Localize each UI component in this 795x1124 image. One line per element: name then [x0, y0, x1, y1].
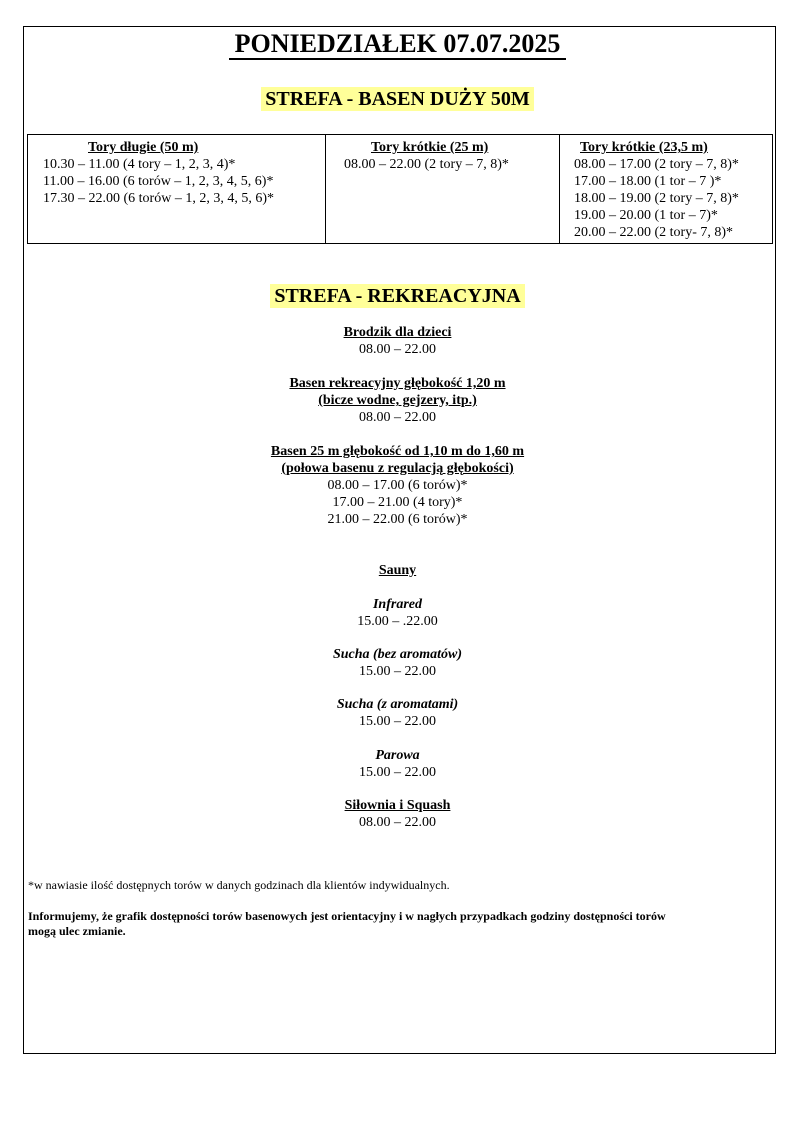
info-notice [28, 909, 666, 939]
column-header: Tory krótkie (25 m) [371, 140, 489, 155]
sauna-steam [0, 747, 795, 781]
lanes-column-long [28, 135, 326, 244]
kids-pool-section [0, 324, 795, 358]
saunas-heading: Sauny [378, 563, 417, 578]
sauna-name: Sucha (z aromatami) [336, 697, 459, 712]
kids-pool-hours: 08.00 – 22.00 [359, 342, 436, 357]
lane-row: 17.00 – 18.00 (1 tor – 7 )* [574, 174, 722, 189]
lane-row: 18.00 – 19.00 (2 tory – 7, 8)* [574, 191, 739, 206]
page-title: PONIEDZIAŁEK 07.07.2025 [229, 30, 567, 60]
column-header: Tory krótkie (23,5 m) [580, 140, 708, 155]
lane-row: 19.00 – 20.00 (1 tor – 7)* [574, 208, 718, 223]
lane-row: 20.00 – 22.00 (2 tory- 7, 8)* [574, 225, 734, 240]
sauna-name: Parowa [375, 748, 420, 763]
column-header: Tory długie (50 m) [88, 140, 199, 155]
rec-pool-sub: (bicze wodne, gejzery, itp.) [318, 393, 477, 408]
pool25-row: 17.00 – 21.00 (4 tory)* [332, 495, 463, 510]
pool25-row: 08.00 – 17.00 (6 torów)* [327, 478, 468, 493]
sauna-infrared [0, 596, 795, 630]
sauna-hours: 15.00 – .22.00 [357, 614, 438, 629]
lane-row: 08.00 – 22.00 (2 tory – 7, 8)* [344, 157, 509, 172]
lane-row: 11.00 – 16.00 (6 torów – 1, 2, 3, 4, 5, 6)* [43, 174, 274, 189]
sauna-hours: 15.00 – 22.00 [359, 714, 436, 729]
gym-hours: 08.00 – 22.00 [359, 815, 436, 830]
lanes-column-short-23-5 [560, 135, 773, 244]
page-title-wrap [0, 30, 795, 60]
info-line: mogą ulec zmianie. [28, 924, 126, 938]
zone-recreation-label: STREFA - REKREACYJNA [270, 284, 524, 308]
rec-pool-name: Basen rekreacyjny głębokość 1,20 m [289, 376, 506, 391]
lane-row: 17.30 – 22.00 (6 torów – 1, 2, 3, 4, 5, 6)* [43, 191, 274, 206]
sauna-name: Sucha (bez aromatów) [332, 647, 463, 662]
sauna-name: Infrared [372, 597, 422, 612]
footnote: *w nawiasie ilość dostępnych torów w danych godzinach dla klientów indywidualnych. [28, 878, 450, 892]
sauna-dry-no-aroma [0, 646, 795, 680]
lane-row: 10.30 – 11.00 (4 tory – 1, 2, 3, 4)* [43, 157, 236, 172]
lanes-table [27, 134, 773, 244]
zone-big-pool-heading [0, 88, 795, 111]
sauna-hours: 15.00 – 22.00 [359, 765, 436, 780]
lane-row: 08.00 – 17.00 (2 tory – 7, 8)* [574, 157, 739, 172]
kids-pool-name: Brodzik dla dzieci [343, 325, 452, 340]
pool25-name: Basen 25 m głębokość od 1,10 m do 1,60 m [270, 444, 525, 459]
sauna-dry-aroma [0, 696, 795, 730]
pool25-sub: (połowa basenu z regulacją głębokości) [281, 461, 514, 476]
pool25-row: 21.00 – 22.00 (6 torów)* [327, 512, 468, 527]
rec-pool-hours: 08.00 – 22.00 [359, 410, 436, 425]
gym-section [0, 797, 795, 831]
saunas-heading-wrap [0, 562, 795, 579]
rec-pool-section [0, 375, 795, 426]
lanes-column-short-25 [326, 135, 560, 244]
info-line: Informujemy, że grafik dostępności torów basenowych jest orientacyjny i w nagłych przypadkach godziny dostępności torów [28, 909, 666, 923]
zone-recreation-heading [0, 285, 795, 308]
gym-name: Siłownia i Squash [344, 798, 451, 813]
pool25-section [0, 443, 795, 528]
sauna-hours: 15.00 – 22.00 [359, 664, 436, 679]
zone-big-pool-label: STREFA - BASEN DUŻY 50M [261, 87, 533, 111]
